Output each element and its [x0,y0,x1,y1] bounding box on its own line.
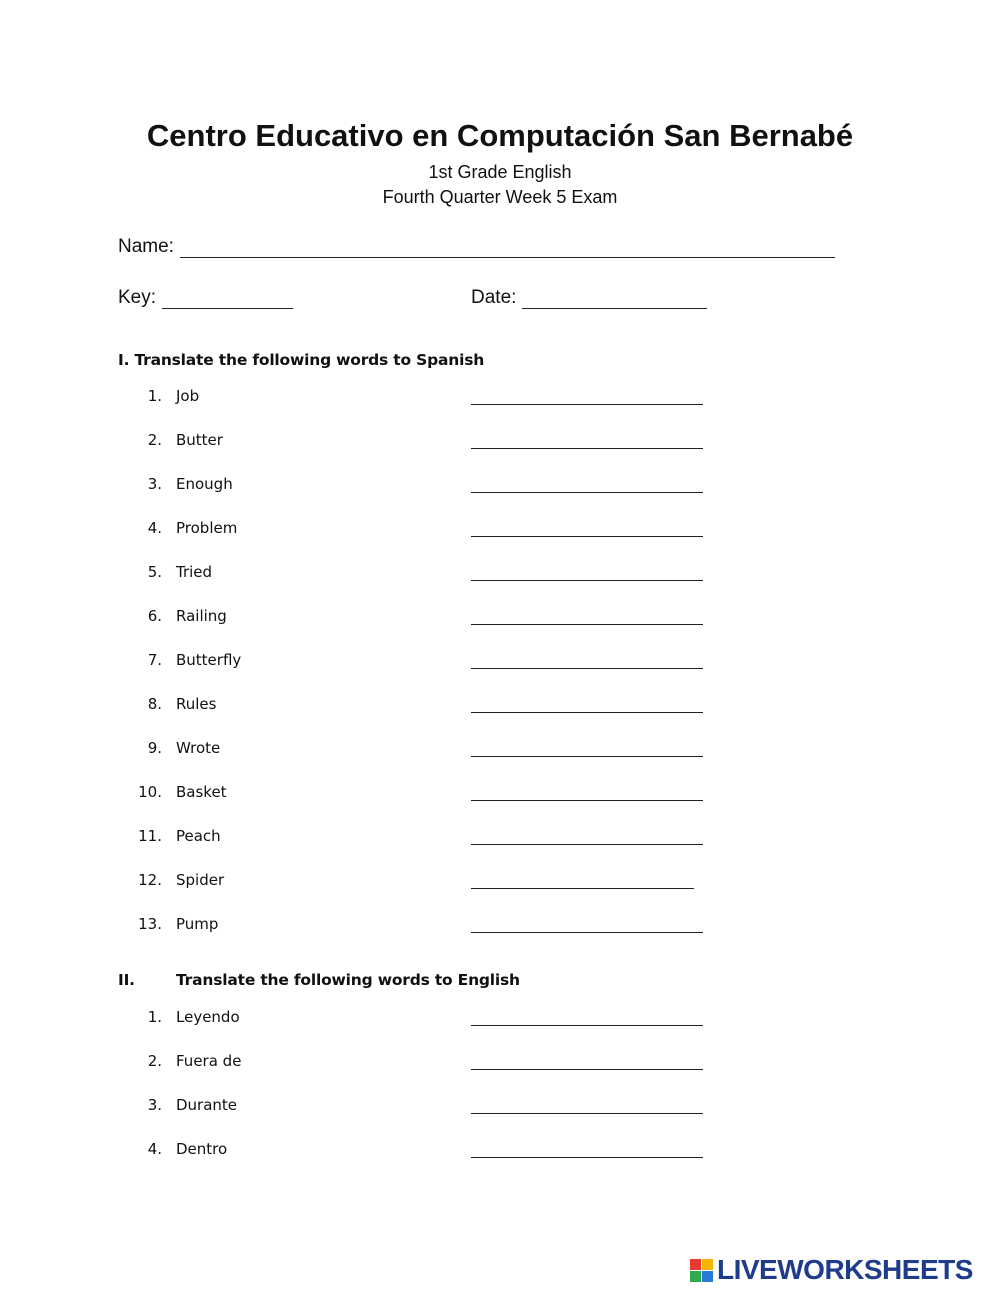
logo-square-icon [702,1271,713,1282]
key-label: Key: [118,287,157,308]
item-word: Railing [176,607,227,625]
list-item [0,871,1000,895]
answer-blank[interactable] [471,844,703,845]
item-word: Basket [176,783,227,801]
item-word: Butterfly [176,651,242,669]
section-2-heading-text: Translate the following words to English [176,971,520,989]
logo-text: LIVEWORKSHEETS [717,1254,973,1285]
item-number: 7. [147,651,162,669]
item-word: Job [176,387,200,405]
item-number: 6. [147,607,162,625]
list-item [0,519,1000,543]
list-item [0,827,1000,851]
liveworksheets-logo [690,1254,973,1286]
item-word: Problem [176,519,238,537]
item-word: Fuera de [176,1052,242,1070]
date-field [471,287,707,309]
list-item [0,607,1000,631]
item-word: Enough [176,475,233,493]
list-item [0,1008,1000,1032]
answer-blank[interactable] [471,1113,703,1114]
name-blank[interactable] [180,239,835,258]
date-label: Date: [471,287,517,308]
item-number: 12. [138,871,162,889]
item-word: Butter [176,431,223,449]
item-number: 9. [147,739,162,757]
answer-blank[interactable] [471,448,703,449]
key-blank[interactable] [162,290,293,309]
item-number: 10. [138,783,162,801]
key-field [118,287,293,309]
item-number: 8. [147,695,162,713]
item-number: 4. [147,1140,162,1158]
answer-blank[interactable] [471,492,703,493]
item-number: 1. [147,387,162,405]
page-title: Centro Educativo en Computación San Bernabé [146,118,854,153]
answer-blank[interactable] [471,888,694,889]
item-number: 3. [147,475,162,493]
logo-square-icon [690,1259,701,1270]
item-number: 2. [147,1052,162,1070]
list-item [0,563,1000,587]
answer-blank[interactable] [471,624,703,625]
list-item [0,915,1000,939]
list-item [0,1096,1000,1120]
answer-blank[interactable] [471,668,703,669]
item-word: Durante [176,1096,238,1114]
list-item [0,695,1000,719]
answer-blank[interactable] [471,756,703,757]
date-blank[interactable] [522,290,707,309]
answer-blank[interactable] [471,536,703,537]
exam-subtitle: Fourth Quarter Week 5 Exam [382,187,618,207]
answer-blank[interactable] [471,404,703,405]
item-number: 2. [147,431,162,449]
list-item [0,739,1000,763]
item-number: 5. [147,563,162,581]
list-item [0,1140,1000,1164]
answer-blank[interactable] [471,1157,703,1158]
logo-mark-icon [690,1259,713,1282]
answer-blank[interactable] [471,712,703,713]
item-number: 1. [147,1008,162,1026]
item-word: Tried [176,563,213,581]
item-word: Rules [176,695,217,713]
item-number: 4. [147,519,162,537]
section-1-heading: I. Translate the following words to Spanish [118,351,485,369]
item-word: Spider [176,871,225,889]
name-label: Name: [118,236,174,257]
list-item [0,387,1000,411]
item-word: Peach [176,827,221,845]
item-word: Pump [176,915,219,933]
answer-blank[interactable] [471,932,703,933]
answer-blank[interactable] [471,1025,703,1026]
list-item [0,1052,1000,1076]
logo-square-icon [690,1271,701,1282]
item-number: 13. [138,915,162,933]
item-number: 3. [147,1096,162,1114]
item-number: 11. [138,827,162,845]
section-2-numeral: II. [118,971,135,989]
list-item [0,783,1000,807]
list-item [0,431,1000,455]
item-word: Dentro [176,1140,228,1158]
answer-blank[interactable] [471,580,703,581]
grade-subtitle: 1st Grade English [428,162,572,182]
answer-blank[interactable] [471,1069,703,1070]
item-word: Wrote [176,739,221,757]
item-word: Leyendo [176,1008,240,1026]
list-item [0,651,1000,675]
logo-square-icon [702,1259,713,1270]
list-item [0,475,1000,499]
name-field [118,236,835,258]
answer-blank[interactable] [471,800,703,801]
